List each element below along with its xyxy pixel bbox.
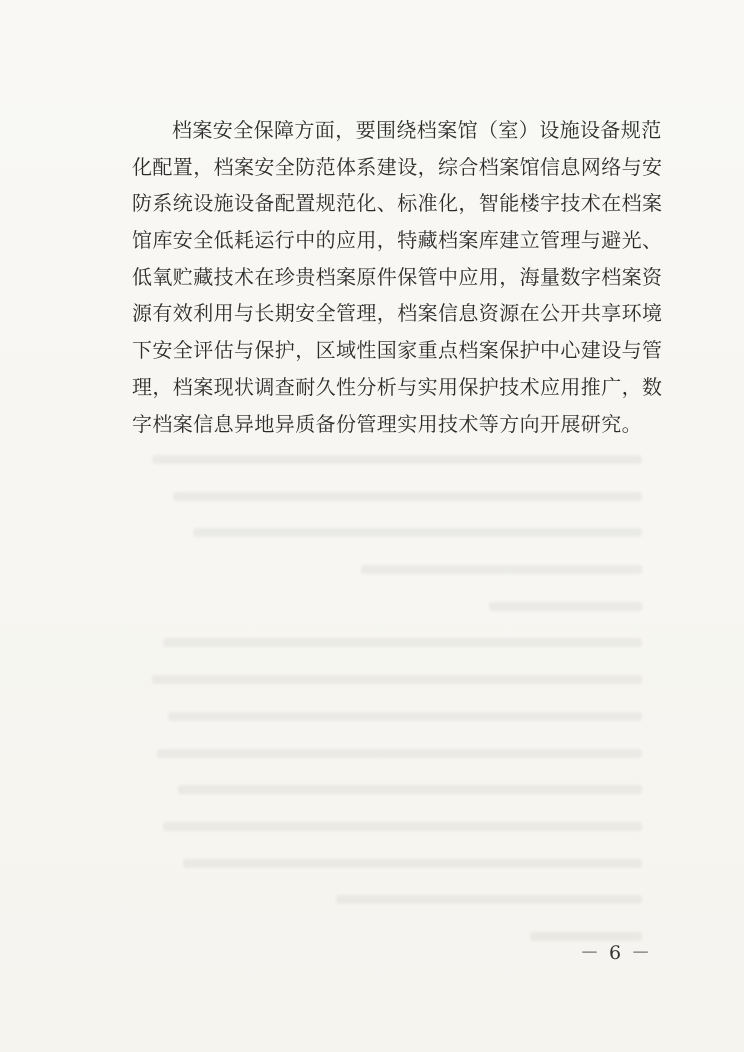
paragraph-line: 字档案信息异地异质备份管理实用技术等方向开展研究。 [132,411,642,436]
paragraph-line: 馆库安全低耗运行中的应用，特藏档案库建立管理与避光、 [132,228,663,253]
paragraph-line: 低氧贮藏技术在珍贵档案原件保管中应用，海量数字档案资 [132,264,663,289]
body-paragraph [132,112,663,442]
paragraph-line: 档案安全保障方面，要围绕档案馆（室）设施设备规范 [172,118,662,142]
paragraph-line: 下安全评估与保护，区域性国家重点档案保护中心建设与管 [132,338,663,363]
paragraph-line: 化配置，档案安全防范体系建设，综合档案馆信息网络与安 [132,154,663,179]
show-through-bleed [132,455,642,969]
paragraph-line: 源有效利用与长期安全管理，档案信息资源在公开共享环境 [132,301,663,326]
paragraph-line: 防系统设施设备配置规范化、标准化，智能楼宇技术在档案 [132,191,663,216]
page-number: － 6 － [580,942,653,964]
paragraph-line: 理，档案现状调查耐久性分析与实用保护技术应用推广，数 [132,374,663,399]
